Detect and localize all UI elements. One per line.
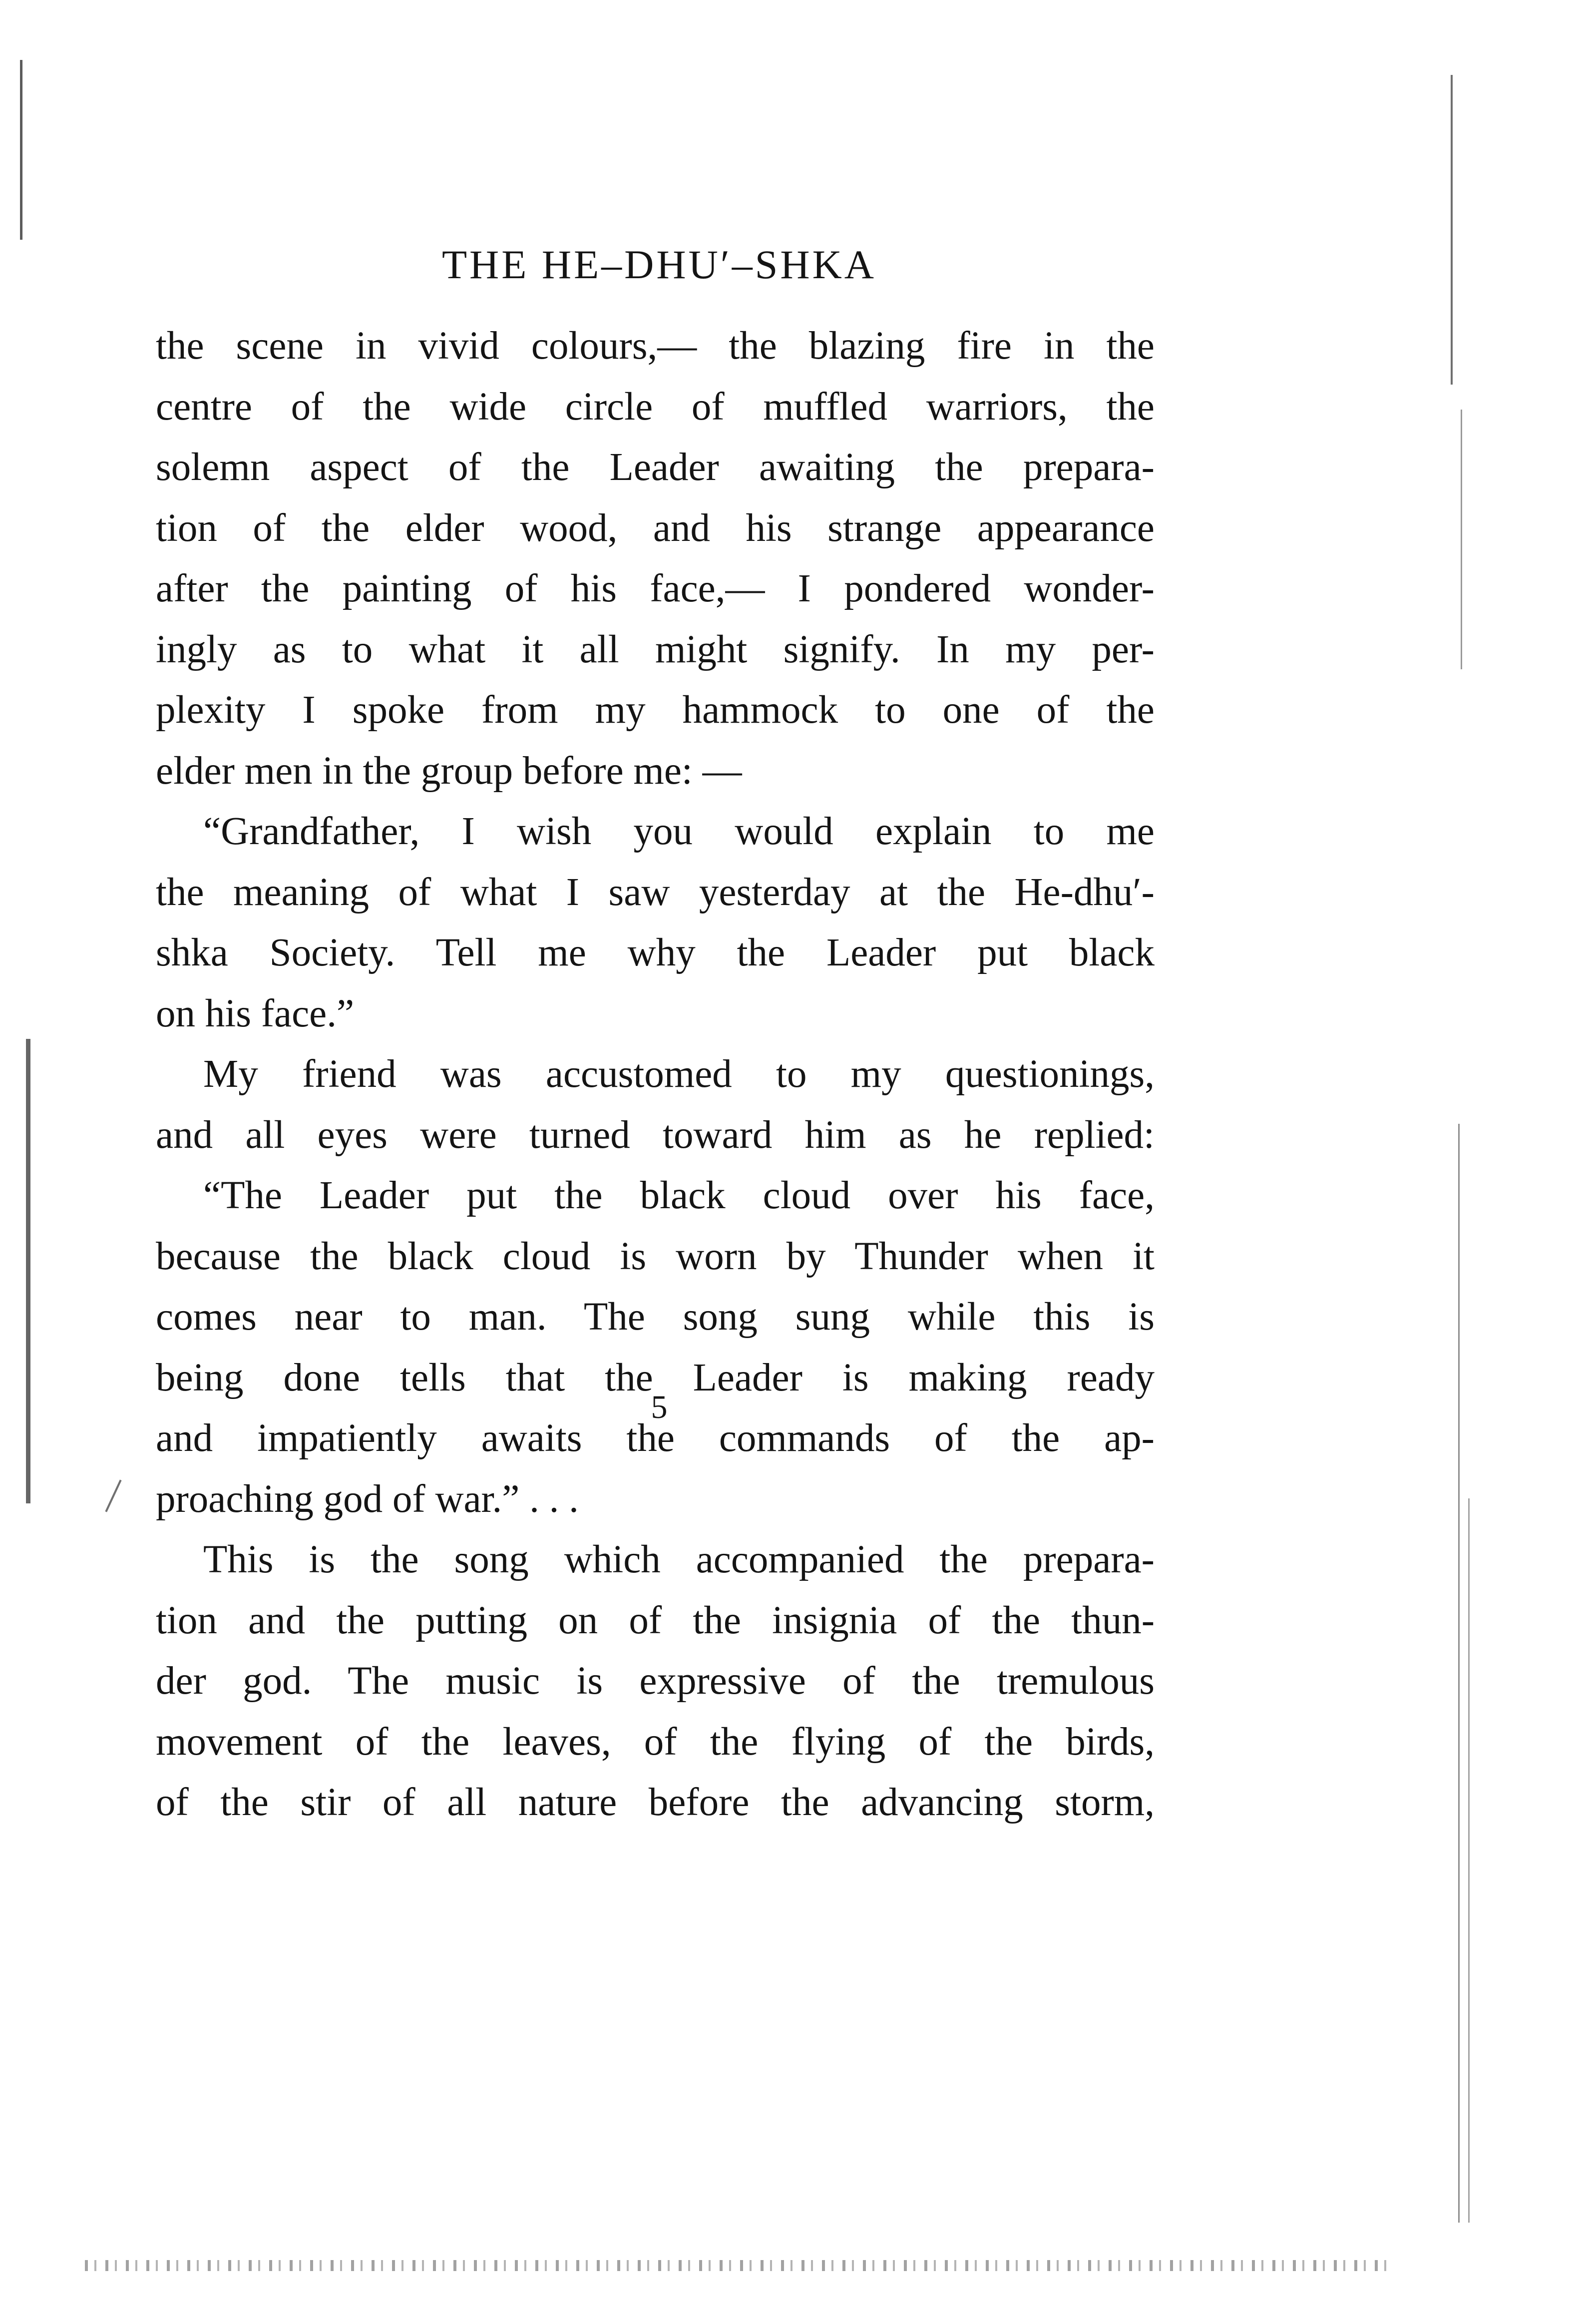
text-line: ingly as to what it all might signify. In my per- bbox=[156, 627, 1155, 671]
text-line: being done tells that the Leader is making ready bbox=[156, 1356, 1155, 1399]
text-line: and all eyes were turned toward him as he replied: bbox=[156, 1113, 1155, 1157]
text-line: der god. The music is expressive of the tremulous bbox=[156, 1659, 1155, 1703]
scan-mark-left-binding bbox=[26, 1039, 30, 1503]
body-text bbox=[156, 316, 1155, 1833]
text-line: and impatiently awaits the commands of the ap- bbox=[156, 1416, 1155, 1460]
text-line: after the painting of his face,— I pondered wonder- bbox=[156, 567, 1155, 610]
text-line: on his face.” bbox=[156, 991, 355, 1035]
scan-mark-top-left bbox=[20, 60, 22, 240]
text-line: proaching god of war.” . . . bbox=[156, 1477, 579, 1521]
text-line: solemn aspect of the Leader awaiting the prepara- bbox=[156, 446, 1155, 489]
scan-edge-right-3 bbox=[1458, 1124, 1460, 2223]
text-line: movement of the leaves, of the flying of the birds, bbox=[156, 1720, 1155, 1764]
text-line: because the black cloud is worn by Thunder when it bbox=[156, 1234, 1155, 1278]
text-line: This is the song which accompanied the prepara- bbox=[203, 1538, 1155, 1581]
text-line: “The Leader put the black cloud over his face, bbox=[203, 1174, 1155, 1217]
text-line: tion and the putting on of the insignia of the thun- bbox=[156, 1598, 1155, 1642]
text-line: the meaning of what I saw yesterday at the He-dhu′- bbox=[156, 870, 1155, 914]
text-line: of the stir of all nature before the advancing storm, bbox=[156, 1781, 1155, 1824]
scan-edge-right-2 bbox=[1461, 410, 1462, 669]
text-line: centre of the wide circle of muffled warriors, the bbox=[156, 385, 1155, 429]
text-line: elder men in the group before me: — bbox=[156, 749, 742, 793]
text-line: “Grandfather, I wish you would explain to me bbox=[203, 810, 1155, 853]
scan-mark-slash bbox=[105, 1479, 121, 1512]
text-line: tion of the elder wood, and his strange appearance bbox=[156, 506, 1155, 550]
text-line: My friend was accustomed to my questionings, bbox=[203, 1052, 1155, 1096]
text-line: plexity I spoke from my hammock to one of the bbox=[156, 688, 1155, 732]
text-line: the scene in vivid colours,— the blazing fire in the bbox=[156, 324, 1155, 368]
scan-edge-right-1 bbox=[1451, 75, 1453, 385]
scan-edge-right-4 bbox=[1468, 1498, 1470, 2223]
running-head: THE HE–DHU′–SHKA bbox=[441, 242, 877, 287]
text-line: comes near to man. The song sung while this is bbox=[156, 1295, 1155, 1339]
scan-noise-bottom bbox=[85, 2260, 1393, 2271]
text-line: shka Society. Tell me why the Leader put black bbox=[156, 931, 1155, 974]
page-number: 5 bbox=[651, 1389, 668, 1425]
